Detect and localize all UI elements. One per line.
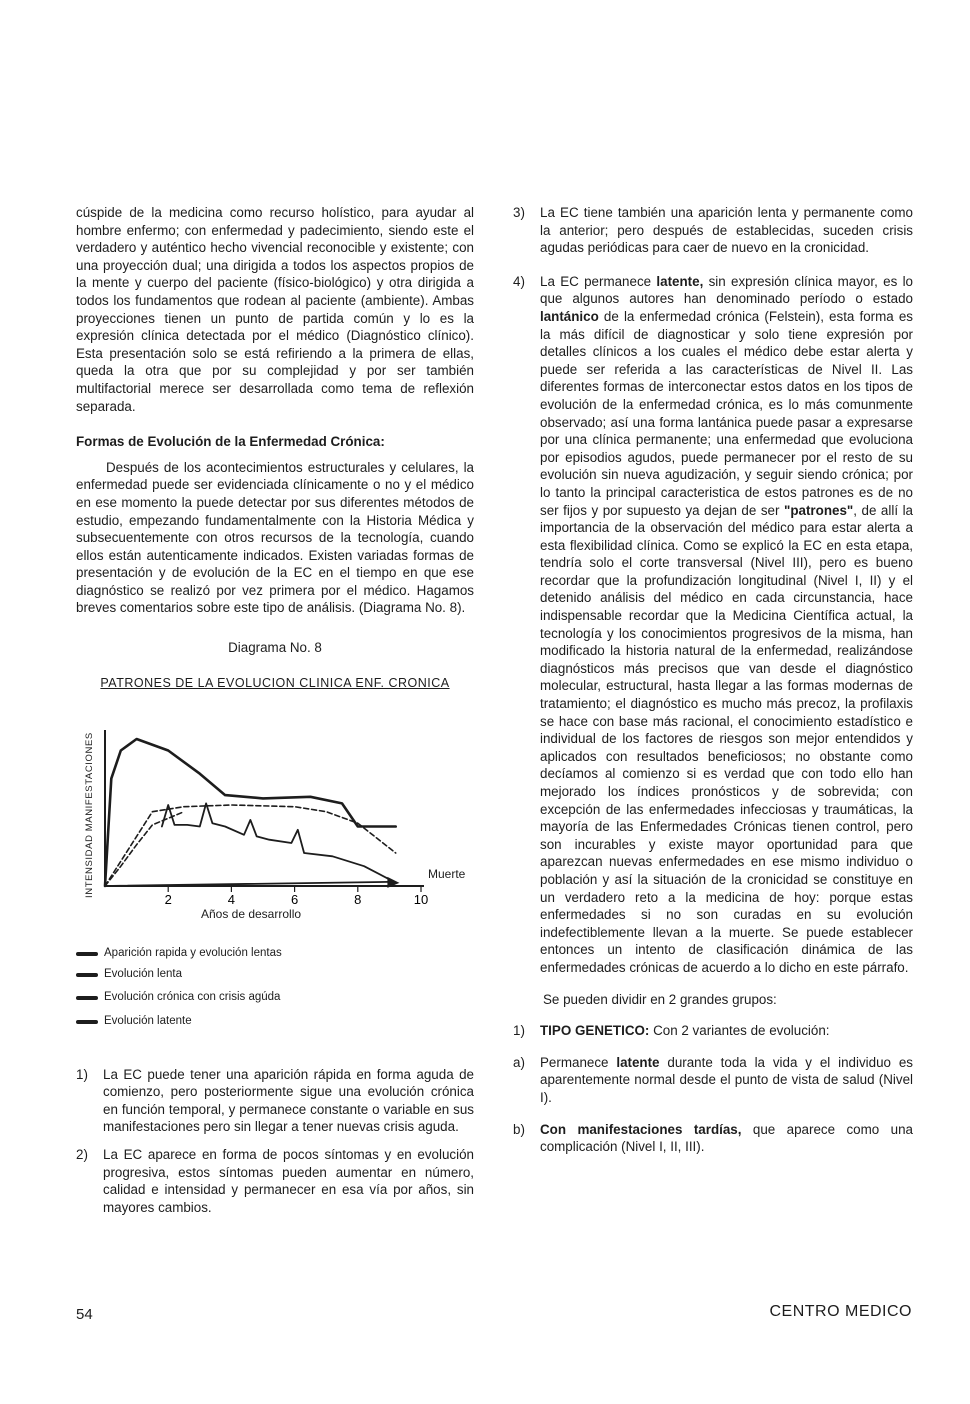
x-ticks [165,886,429,907]
subitem-b: b) Con manifestaciones tardías, que aparece como una complicación (Nivel I, II, III). [513,1121,914,1155]
legend-label: Evolución crónica con crisis agúda [104,991,281,1004]
diagram-label: Diagrama No. 8 [228,640,322,656]
journal-name: CENTRO MEDICO [769,1303,912,1320]
item-number: 3) [513,205,525,220]
chart-series [105,739,399,888]
legend-marker [76,973,98,977]
x-tick-label: 4 [227,892,236,908]
list-item [76,1066,474,1136]
page-number: 54 [76,1306,93,1323]
list-item [513,204,913,257]
item-number: 4) [513,273,525,289]
legend-marker [76,952,98,956]
list-item [76,1146,474,1216]
groups-intro: Se pueden dividir en 2 grandes grupos: [543,991,777,1007]
subitem-a: a) Permanece latente durante toda la vida y el individuo es aparentemente normal desde el punto de vista de salud (Nivel I). [513,1054,913,1105]
x-axis-label: Años de desarrollo [200,907,302,922]
section-title: Formas de Evolución de la Enfermedad Crónica: [76,434,385,450]
group-heading: 1) TIPO GENETICO: Con 2 variantes de evolución: [513,1023,830,1039]
item-text: La EC tiene también una aparición lenta y permanente como la anterior; pero después de establecidas, suceden crisis agudas periódicas para caer de nuevo en la cronicidad. [540,205,913,256]
intro-paragraph: cúspide de la medicina como recurso holístico, para ayudar al hombre enfermo; con enfermedad y padecimiento, siendo este el verdadero y auténtico hecho vivencial reconocible y existente; con una proyección dual; una dirigida a todos los aspectos propios de la mente y cuerpo del paciente (físico-biológico) y otra dirigida a todos los fundamentos que rodean al paciente (ambiente). Ambas proyecciones tienen un punto de partida común y lo es la expresión clínica detectada por el médico (Diagnóstico clínico). Esta presentación solo se está refiriendo a la primera de ellas, queda la otra que por su complejidad y por ser también multifactorial merece ser desarrollada como tema de reflexión separada. [76,205,474,414]
right-column [513,204,913,1166]
x-tick-label: 6 [290,892,299,908]
x-tick-label: 8 [354,892,362,908]
series-line-3 [162,804,396,883]
left-column [76,204,474,1226]
legend-label: Evolución lenta [104,967,182,980]
section-paragraph: Después de los acontecimientos estructurales y celulares, la enfermedad puede ser evidenciada clínicamente o no y el médico en ese momento la puede detectar por sus diferentes métodos de estudio, empezando fundamentalmente con la Historia Médica y subsecuentemente con otros recursos de la tecnología, cuando ellos están autenticamente indicados. Existen variadas formas de presentación y de evolución de la EC en el tiempo en que ese diagnóstico se realizó por vez primera por el médico. Hagamos breves comentarios sobre este tipo de análisis. (Diagrama No. 8). [76,459,474,616]
legend-marker [76,1020,98,1024]
chart-legend [76,945,474,1030]
series-line-1 [105,739,396,886]
item-text: La EC aparece en forma de pocos síntomas y en evolución progresiva, estos síntomas pueden aumentar en número, calidad e intensidad y permanecer en esa vía por años, sin mayores cambios. [103,1147,474,1215]
item-number: 2) [76,1147,88,1162]
legend-item [76,966,474,984]
item-number: 1) [76,1066,88,1082]
legend-item [76,945,474,963]
y-axis-label: INTENSIDAD MANIFESTACIONES [84,732,95,899]
death-annotation: Muerte [428,867,466,882]
list-item [513,273,913,977]
legend-label: Evolución latente [104,1015,192,1028]
item-text: La EC permanece latente, sin expresión clínica mayor, es lo que algunos autores han denominado período o estado lantánico de la enfermedad crónica (Felstein), esta forma es la más difícil de diagnosticar y solo tiene expresión por detalles clínicos a los cuales el médico debe estar alerta y puede ser referida a las características de Nivel II. Las diferentes formas de interconectar estos datos en los tipos de evolución de la enfermedad crónica, es lo más comunmente observado; así una forma lantánica puede pasar a expresarse por una clínica permanente; una enfermedad que evoluciona por episodios agudos, puede permanecer por el resto de su evolución sin nueva agudización, y seguir siendo crónica; por lo tanto la principal caracteristica de estos patrones es de no ser fijos y por supuesto ya dejan de ser "patrones", de allí la importancia de la observación del médico para estar alerta a esta flexibilidad clínica. Como se explicó la EC en esta etapa, tendría solo el corte transversal (Nivel III), pero es bueno recordar que la profundización longitudinal (Nivel I, II) y el detenido análisis del médico en cada circunstancia, hace indispensable recordar que la Medicina Científica actual, la tecnología y los conocimientos progresivos de la misma, han modificado la historia natural de la enfermedad, realizándose diagnósticos más precisos que van desde el diagnóstico molecular, estructural, hasta llegar a las formas modernas de tratamiento; el diagnóstico es mucho más precoz, la profilaxis se hace con base más racional, el conocimiento estadístico e individual de los factores de riesgos son mejor entendidos y aplicados con resultados beneficiosos; no obstante como decíamos al comienzo si es verdad que con todo ello han mejorado los índices pronósticos y de sobrevida; con excepción de las enfermedades infecciosas y traumáticas, la mayoría de las Enfermedades Crónicas tienen control, pero son incurables y existe mayor oportunidad para que aparezcan nuevas enfermedades en ese mismo individuo o población y así la situación de la cronicidad se constituye en un verdadero reto a la medicina de hoy: porque estas enfermedades si no son curadas en su evolución indefectiblemente llevan a la muerte. Se puede establecer entonces un intento de clasificación dinámica de las enfermedades crónicas de acuerdo a lo dicho en este párrafo. [540,273,913,975]
diagram-title: PATRONES DE LA EVOLUCION CLINICA ENF. CRONICA [100,675,450,690]
evolution-chart [76,718,474,943]
x-tick-label: 2 [164,892,172,908]
item-text: La EC puede tener una aparición rápida en forma aguda de comienzo, pero posteriormente sigue una evolución crónica en función temporal, y permanece constante o variable en sus manifestaciones pero sin llegar a tener nuevas crisis aguda. [103,1066,474,1135]
legend-item [76,1013,474,1031]
legend-marker [76,996,98,1000]
legend-label: Aparición rapida y evolución lentas [104,947,282,960]
x-tick-label: 10 [413,892,429,908]
legend-item [76,989,474,1007]
